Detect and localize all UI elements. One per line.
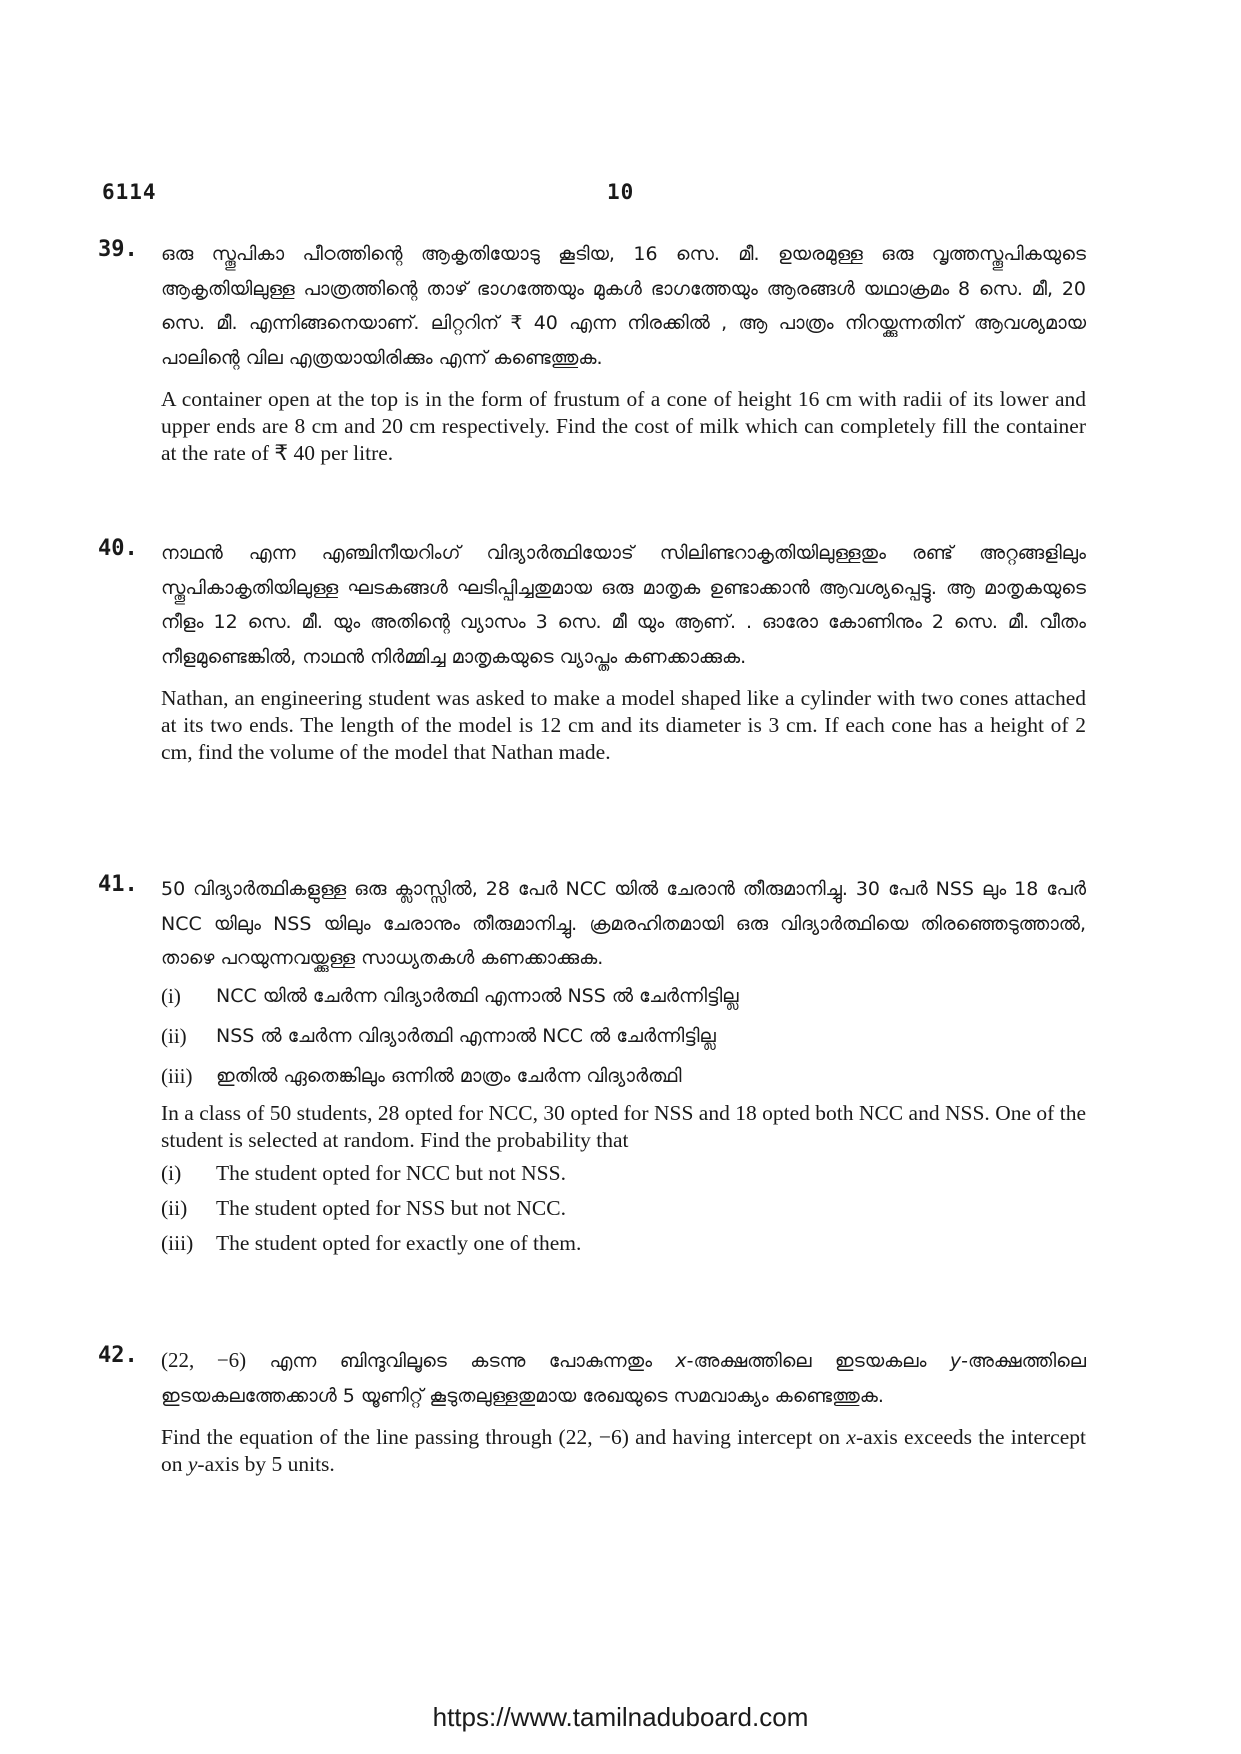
option-index: (ii) bbox=[161, 1023, 187, 1048]
page-number: 10 bbox=[607, 180, 635, 204]
text-segment: എന്ന ബിന്ദുവിലൂടെ കടന്നു പോകുന്നതും bbox=[246, 1350, 676, 1372]
option-text: The student opted for NCC but not NSS. bbox=[216, 1160, 566, 1185]
point-coordinates: (22, −6) bbox=[161, 1348, 247, 1372]
variable-x: x bbox=[846, 1425, 856, 1449]
option-english bbox=[161, 1156, 1086, 1191]
question-text-english bbox=[161, 1424, 1086, 1478]
paper-code: 6114 bbox=[102, 180, 157, 204]
question-number: 41. bbox=[98, 872, 138, 897]
footer-url: https://www.tamilnaduboard.com bbox=[432, 1702, 809, 1732]
text-segment: Find the equation of the line passing through (22, −6) and having intercept on bbox=[161, 1425, 847, 1449]
question-number: 42. bbox=[98, 1343, 138, 1368]
text-segment: -അക്ഷത്തിലെ ഇടയകലം bbox=[686, 1350, 950, 1372]
option-text: The student opted for exactly one of them. bbox=[216, 1230, 582, 1255]
question-text-malayalam: 50 വിദ്യാർത്ഥികളുള്ള ഒരു ക്ലാസ്സിൽ, 28 പേർ NCC യിൽ ചേരാൻ തീരുമാനിച്ചു. 30 പേർ NSS ലും 18 പേർ NCC യിലും NSS യിലും ചേരാനും തീരുമാനിച്ചു. ക്രമരഹിതമായി ഒരു വിദ്യാർത്ഥിയെ തിരഞ്ഞെടുത്താൽ, താഴെ പറയുന്നവയ്ക്കുള്ള സാധ്യതകൾ കണക്കാക്കുക. bbox=[161, 878, 1086, 969]
option-malayalam bbox=[161, 976, 1086, 1016]
option-text: NCC യിൽ ചേർന്ന വിദ്യാർത്ഥി എന്നാൽ NSS ൽ ചേർന്നിട്ടില്ല bbox=[216, 984, 739, 1007]
question-text-malayalam bbox=[161, 1343, 1086, 1413]
option-malayalam bbox=[161, 1016, 1086, 1056]
question-number: 40. bbox=[98, 536, 138, 561]
variable-x: x bbox=[675, 1350, 687, 1372]
question-text-english: In a class of 50 students, 28 opted for NCC, 30 opted for NSS and 18 opted both NCC and NSS. One of the student is selected at random. Find the probability that bbox=[161, 1100, 1086, 1152]
question-text-english: Nathan, an engineering student was asked to make a model shaped like a cylinder with two cones attached at its two ends. The length of the model is 12 cm and its diameter is 3 cm. If each cone has a height of 2 cm, find the volume of the model that Nathan made. bbox=[161, 686, 1086, 764]
question-42 bbox=[98, 1343, 1088, 1478]
question-text-malayalam: നാഥൻ എന്ന എഞ്ചിനീയറിംഗ് വിദ്യാർത്ഥിയോട് സിലിണ്ടറാകൃതിയിലുള്ളതും രണ്ട് അറ്റങ്ങളിലും സ്തൂപികാകൃതിയിലുള്ള ഘടകങ്ങൾ ഘടിപ്പിച്ചതുമായ ഒരു മാതൃക ഉണ്ടാക്കാൻ ആവശ്യപ്പെട്ടു. ആ മാതൃകയുടെ നീളം 12 സെ. മീ. യും അതിന്റെ വ്യാസം 3 സെ. മീ യും ആണ്. . ഓരോ കോണിനും 2 സെ. മീ. വീതം നീളമുണ്ടെങ്കിൽ, നാഥൻ നിർമ്മിച്ച മാതൃകയുടെ വ്യാപ്തം കണക്കാക്കുക. bbox=[161, 542, 1086, 668]
variable-y: y bbox=[187, 1452, 198, 1476]
option-index: (iii) bbox=[161, 1230, 194, 1255]
text-segment: -axis by 5 units. bbox=[197, 1452, 335, 1476]
question-39 bbox=[98, 237, 1088, 467]
question-text-english: A container open at the top is in the form of frustum of a cone of height 16 cm with radii of its lower and upper ends are 8 cm and 20 cm respectively. Find the cost of milk which can completely fill the container at the rate of ₹ 40 per litre. bbox=[161, 387, 1086, 465]
text-segment: -അക്ഷത്തിലെ ഇടയകലത്തേക്കാൾ 5 യൂണിറ്റ് കൂടുതലുള്ളതുമായ രേഖയുടെ സമവാക്യം കണ്ടെത്തുക. bbox=[161, 1350, 1086, 1407]
text-segment: -axis exceeds the intercept on bbox=[161, 1425, 1086, 1476]
question-text-malayalam: ഒരു സ്തൂപികാ പീഠത്തിന്റെ ആകൃതിയോടു കൂടിയ, 16 സെ. മീ. ഉയരമുള്ള ഒരു വൃത്തസ്തൂപികയുടെ ആകൃതിയിലുള്ള പാത്രത്തിന്റെ താഴ് ഭാഗത്തേയും മുകൾ ഭാഗത്തേയും ആരങ്ങൾ യഥാക്രമം 8 സെ. മീ, 20 സെ. മീ. എന്നിങ്ങനെയാണ്. ലിറ്ററിന് ₹ 40 എന്ന നിരക്കിൽ , ആ പാത്രം നിറയ്ക്കുന്നതിന് ആവശ്യമായ പാലിന്റെ വില എത്രയായിരിക്കും എന്ന് കണ്ടെത്തുക. bbox=[161, 243, 1086, 369]
option-text: ഇതിൽ ഏതെങ്കിലും ഒന്നിൽ മാത്രം ചേർന്ന വിദ്യാർത്ഥി bbox=[216, 1064, 682, 1087]
question-40 bbox=[98, 536, 1088, 766]
option-index: (i) bbox=[161, 1160, 182, 1185]
question-number: 39. bbox=[98, 237, 138, 262]
option-english bbox=[161, 1191, 1086, 1226]
option-english bbox=[161, 1226, 1086, 1261]
option-index: (iii) bbox=[161, 1063, 193, 1088]
option-text: The student opted for NSS but not NCC. bbox=[216, 1195, 566, 1220]
option-index: (i) bbox=[161, 983, 181, 1008]
option-text: NSS ൽ ചേർന്ന വിദ്യാർത്ഥി എന്നാൽ NCC ൽ ചേർന്നിട്ടില്ല bbox=[216, 1024, 716, 1047]
option-malayalam bbox=[161, 1056, 1086, 1096]
variable-y: y bbox=[949, 1350, 962, 1372]
question-41 bbox=[98, 872, 1088, 1261]
option-index: (ii) bbox=[161, 1195, 188, 1220]
